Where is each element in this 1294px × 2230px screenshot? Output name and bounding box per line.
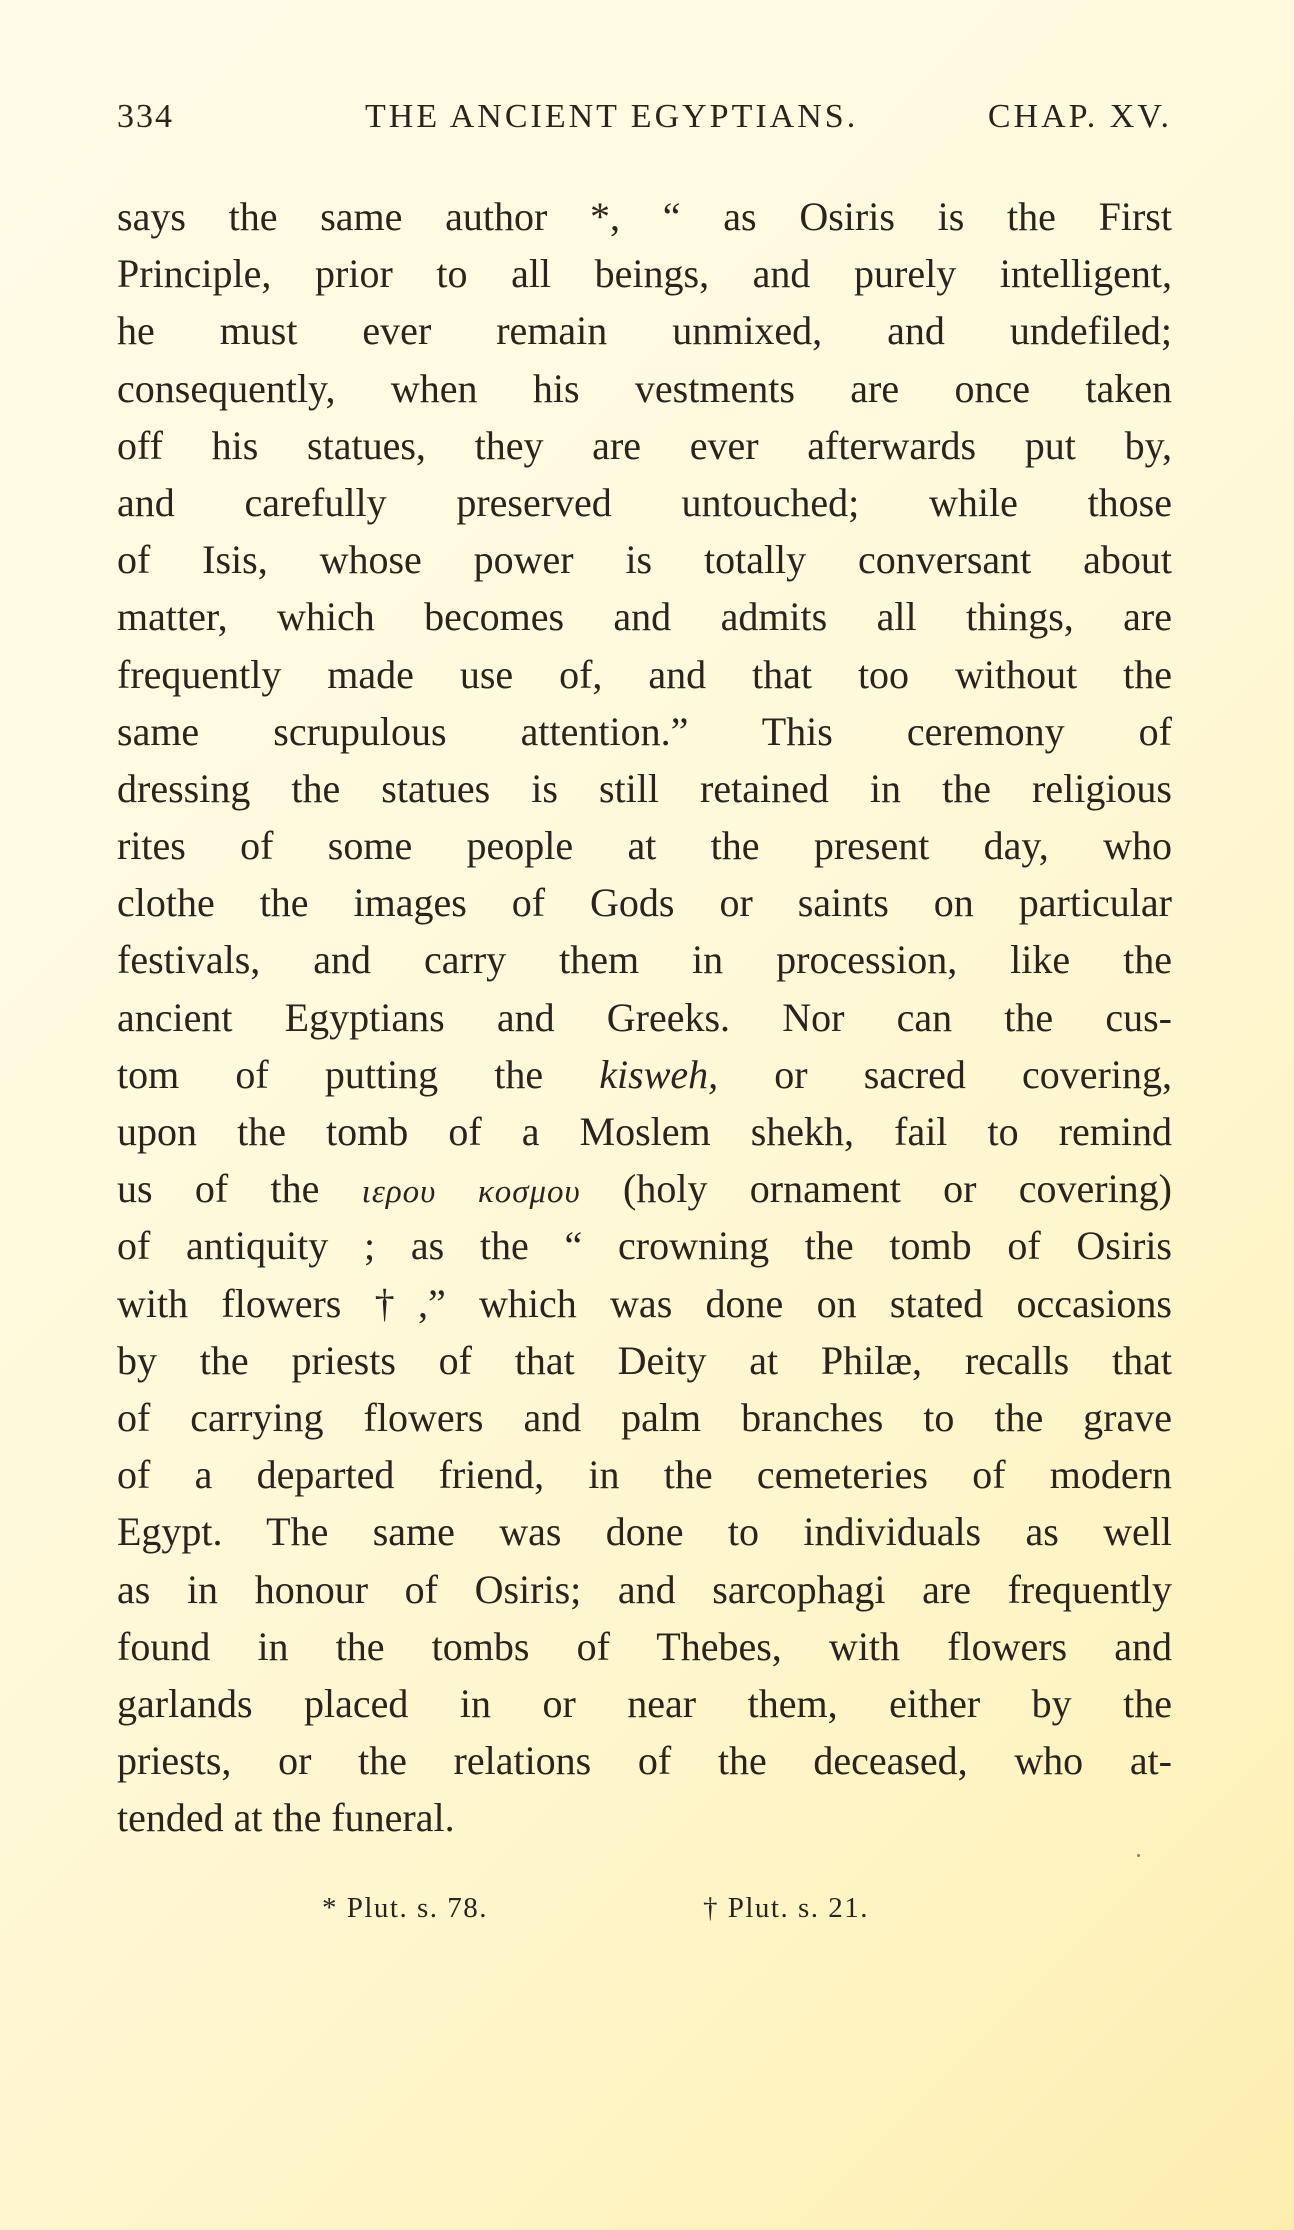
line-segment: tom of putting the (117, 1051, 600, 1097)
text-line: of carrying flowers and palm branches to the grave (117, 1394, 1172, 1440)
paper-speck (1137, 1854, 1140, 1857)
text-line: by the priests of that Deity at Philæ, recalls that (117, 1337, 1172, 1383)
book-title: THE ANCIENT EGYPTIANS. (365, 98, 859, 135)
greek-phrase: ιερου κοσμου (361, 1174, 581, 1211)
text-line: upon the tomb of a Moslem shekh, fail to remind (117, 1109, 1172, 1154)
text-line: Principle, prior to all beings, and purely intelligent, (117, 251, 1172, 297)
text-line: festivals, and carry them in procession, like the (117, 937, 1172, 983)
text-line: as in honour of Osiris; and sarcophagi are frequently (117, 1566, 1172, 1612)
text-line: says the same author *, “ as Osiris is the First (117, 194, 1172, 239)
text-line: and carefully preserved untouched; while those (117, 479, 1172, 525)
text-line: same scrupulous attention.” This ceremony of (117, 708, 1172, 754)
text-line: Egypt. The same was done to individuals as well (117, 1509, 1172, 1555)
text-line: clothe the images of Gods or saints on particular (117, 880, 1172, 926)
footnote-1: * Plut. s. 78. (322, 1892, 489, 1924)
text-line: of a departed friend, in the cemeteries of modern (117, 1452, 1172, 1498)
text-line: ancient Egyptians and Greeks. Nor can the cus- (117, 994, 1172, 1040)
footnote-2: † Plut. s. 21. (703, 1892, 870, 1924)
text-line: dressing the statues is still retained in the religious (117, 765, 1172, 811)
text-line: with flowers †,” which was done on stated occasions (117, 1280, 1172, 1326)
chapter-label: CHAP. XV. (987, 98, 1172, 135)
line-segment: or sacred covering, (718, 1051, 1172, 1097)
text-line-last: tended at the funeral. (117, 1795, 455, 1841)
footnotes (0, 1892, 1294, 1942)
running-header (117, 98, 1172, 158)
text-line: matter, which becomes and admits all things, are (117, 594, 1172, 640)
text-line-with-italic (117, 1046, 1172, 1103)
text-line: off his statues, they are ever afterwards put by, (117, 422, 1172, 468)
line-segment: (holy ornament or covering) (580, 1166, 1172, 1212)
text-line: frequently made use of, and that too without the (117, 651, 1172, 697)
italic-term-kisweh: kisweh, (599, 1051, 719, 1097)
text-line-with-greek (117, 1160, 1172, 1217)
text-line: found in the tombs of Thebes, with flowers and (117, 1623, 1172, 1669)
body-text (117, 188, 1172, 1846)
text-line: of antiquity ; as the “ crowning the tomb of Osiris (117, 1223, 1172, 1269)
text-line: rites of some people at the present day, who (117, 823, 1172, 869)
line-segment: us of the (117, 1166, 362, 1212)
text-line: garlands placed in or near them, either by the (117, 1680, 1172, 1726)
text-line: priests, or the relations of the deceased, who at- (117, 1738, 1172, 1784)
page-number: 334 (117, 98, 174, 135)
text-line: consequently, when his vestments are once taken (117, 365, 1172, 411)
text-line: of Isis, whose power is totally conversant about (117, 537, 1172, 583)
text-line: he must ever remain unmixed, and undefiled; (117, 308, 1172, 354)
